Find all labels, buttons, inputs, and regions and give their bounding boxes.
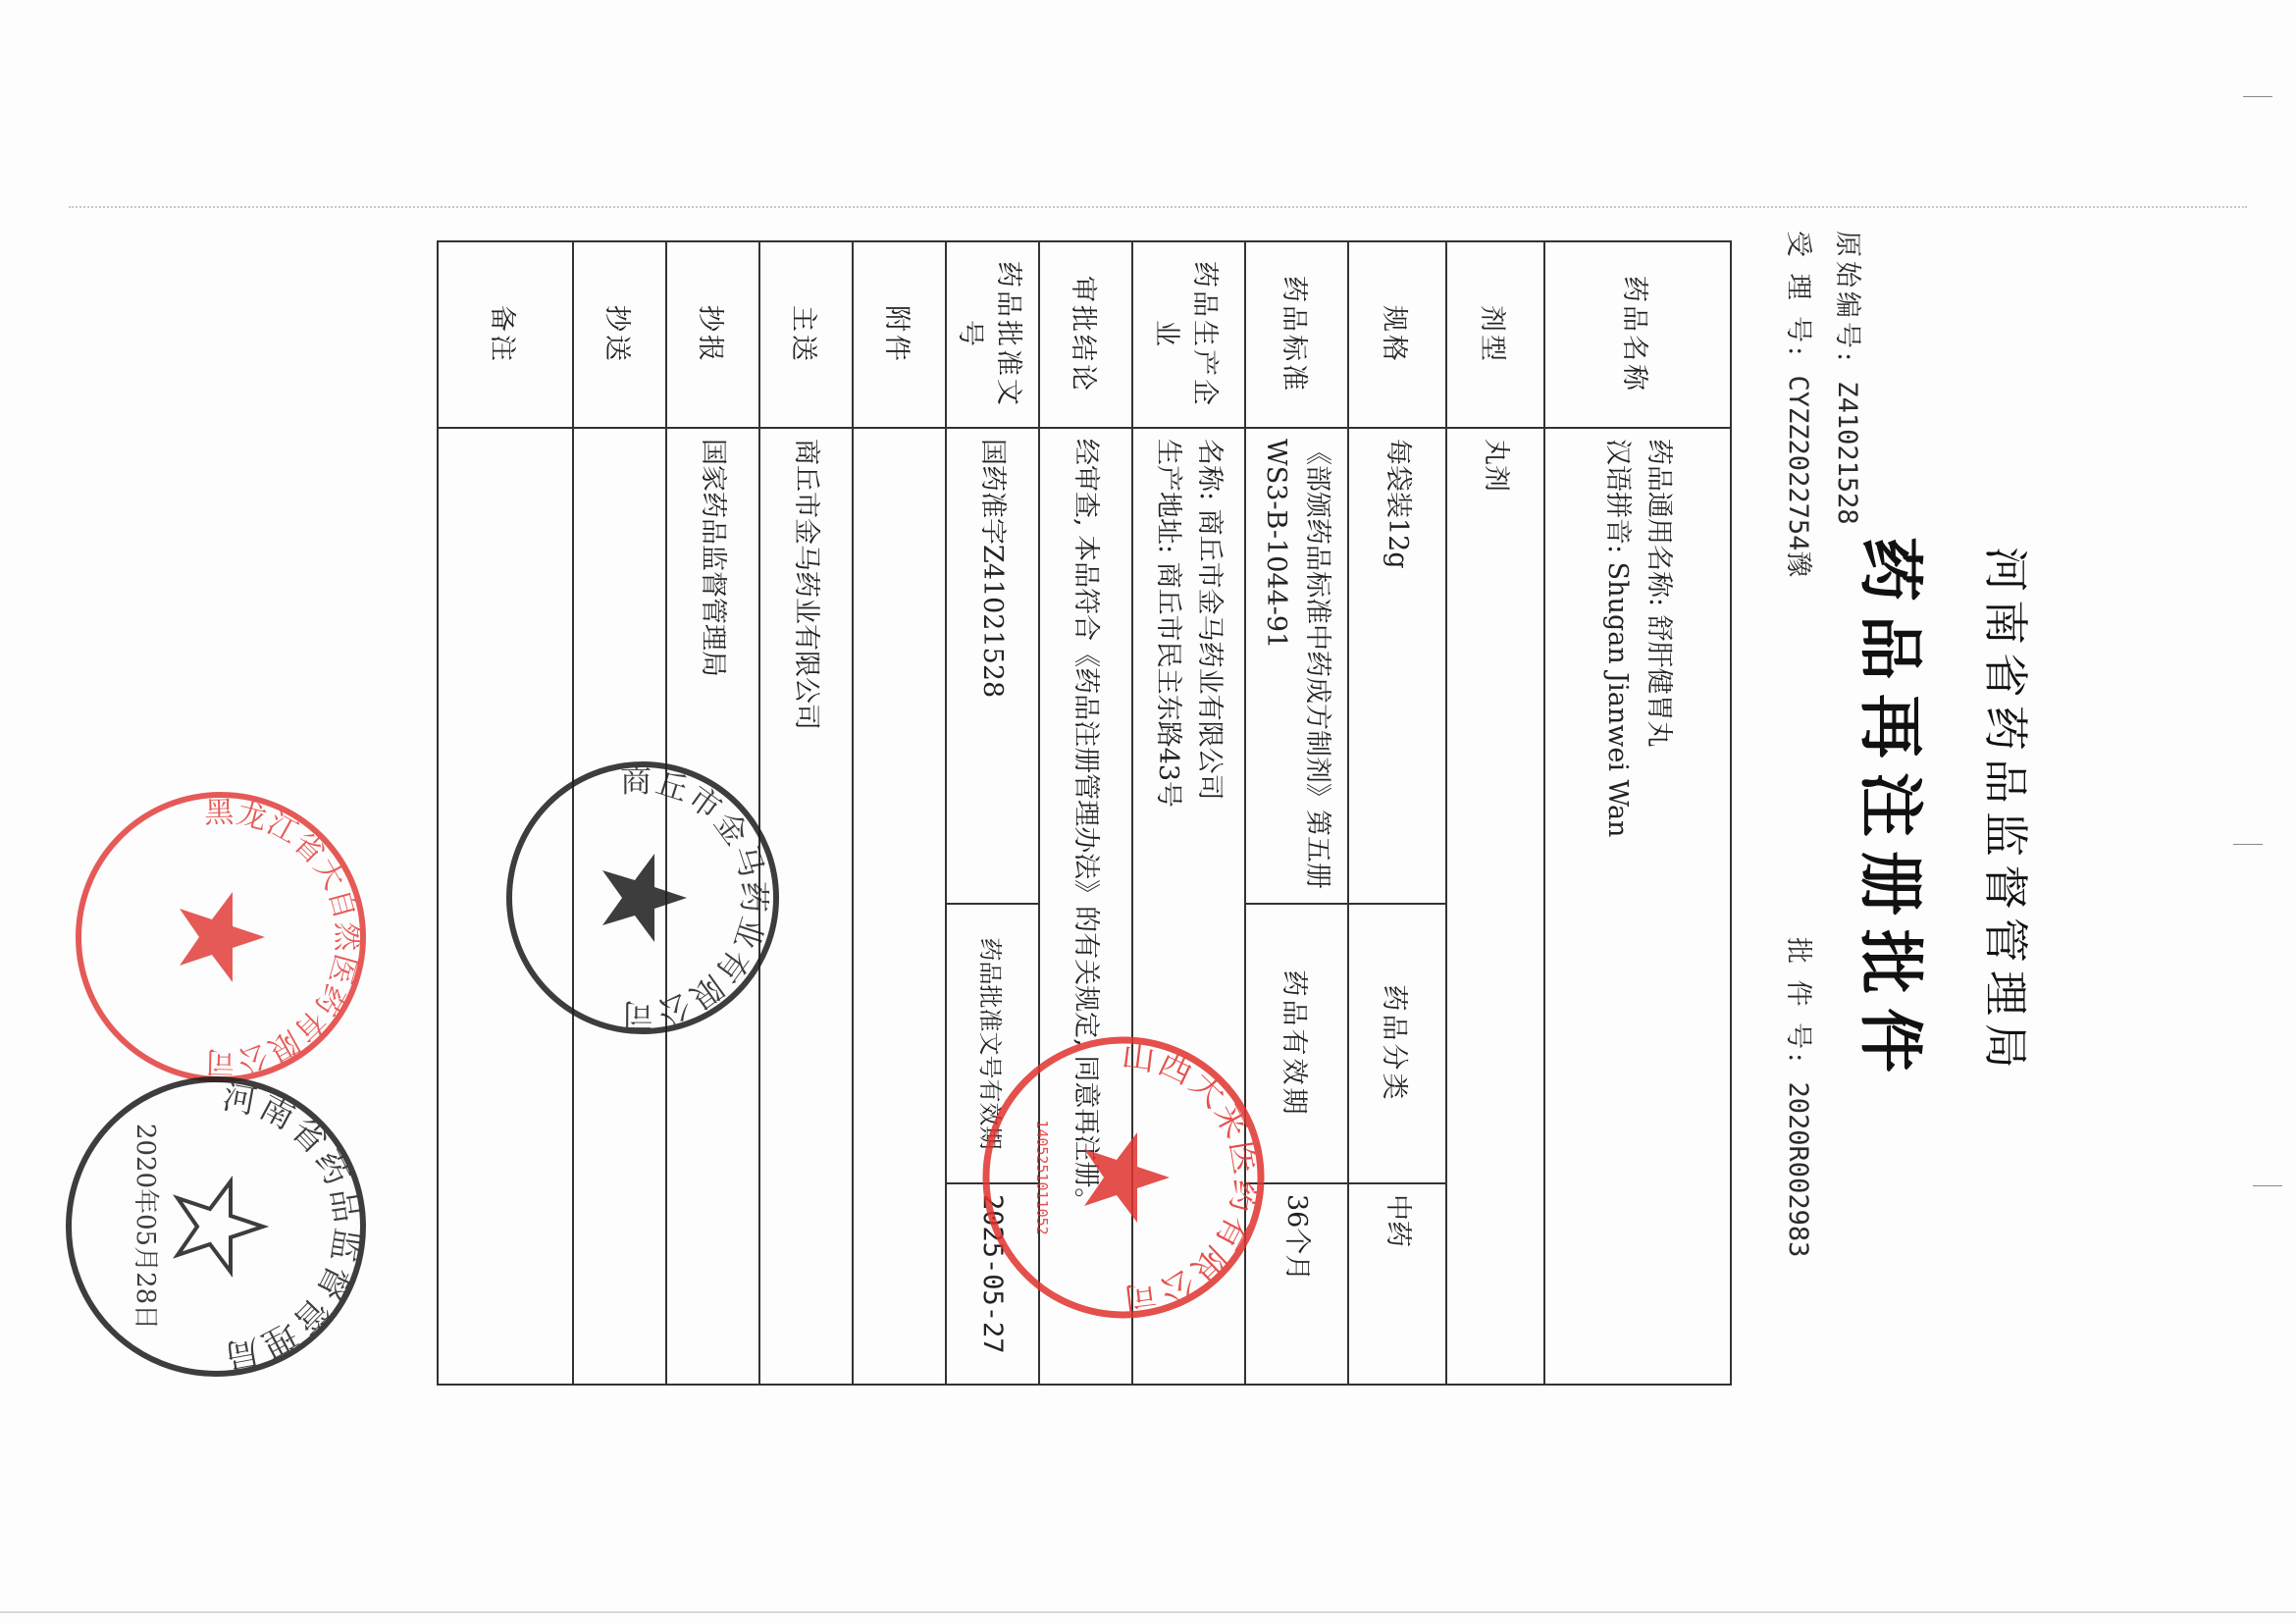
- seal-code-shanxi: 1405251011052: [1033, 1120, 1051, 1235]
- conclusion-label: 审批结论: [1039, 241, 1132, 428]
- remarks-label: 备注: [438, 241, 573, 428]
- official-seal-henan: [59, 1070, 373, 1384]
- main-recipient-value: 商丘市金马药业有限公司: [759, 428, 853, 1385]
- table-row: [1348, 241, 1446, 1385]
- original-number-value: Z41021528: [1832, 381, 1862, 525]
- company-seal-shanxi: [976, 1030, 1271, 1325]
- seal-date: 2020年05月28日: [130, 1123, 160, 1331]
- main-recipient-label: 主送: [759, 241, 853, 428]
- original-number: [1831, 231, 1869, 525]
- manufacturer-address: 生产地址: 商丘市民主东路43号: [1153, 439, 1184, 809]
- approval-document-number-label: 批 件 号:: [1783, 937, 1813, 1067]
- seal-text-jinma: 商丘市金马药业有限公司: [619, 761, 773, 1034]
- manufacturer-label: 药品生产企业: [1132, 241, 1245, 428]
- acceptance-number-value: CYZZ2022754豫: [1783, 375, 1813, 578]
- pinyin-name: 汉语拼音: Shugan Jianwei Wan: [1602, 439, 1633, 838]
- validity-label: 药品有效期: [1245, 904, 1348, 1183]
- standard-value: 《部颁药品标准中药成方制剂》第五册WS3-B-1044-91: [1245, 428, 1348, 904]
- report-to-value: 国家药品监督管理局: [666, 428, 759, 1385]
- category-label: 药品分类: [1348, 904, 1446, 1183]
- spec-value: 每袋装12g: [1348, 428, 1446, 904]
- svg-text:河南省药品监督管理局: [220, 1077, 367, 1376]
- acceptance-number-label: 受 理 号:: [1783, 231, 1813, 360]
- report-to-label: 抄报: [666, 241, 759, 428]
- original-number-label: 原始编号:: [1832, 231, 1862, 366]
- company-seal-jinma: [500, 756, 785, 1040]
- seal-text-shanxi: 山西大来医药有限公司: [1119, 1035, 1267, 1320]
- dosage-form-label: 剂型: [1446, 241, 1544, 428]
- table-row: [1446, 241, 1544, 1385]
- approval-validity-label: 药品批准文号有效期: [946, 904, 1039, 1183]
- validity-value: 36个月: [1245, 1183, 1348, 1385]
- drug-name-cell: [1544, 428, 1731, 1385]
- approval-number-value: 国药准字Z41021528: [946, 428, 1039, 904]
- seal-text-henan: 河南省药品监督管理局: [219, 1077, 367, 1376]
- attachment-value: [853, 428, 946, 1385]
- manufacturer-name: 名称: 商丘市金马药业有限公司: [1194, 439, 1226, 801]
- agency-name: 河南省药品监督管理局: [1979, 547, 2032, 1076]
- category-value: 中药: [1348, 1183, 1446, 1385]
- conclusion-value: 经审查, 本品符合《药品注册管理办法》的有关规定, 同意再注册。: [1039, 428, 1132, 1385]
- table-row: [853, 241, 946, 1385]
- company-seal-heilongjiang: [69, 785, 373, 1089]
- approval-document-number-value: 2020R002983: [1783, 1081, 1813, 1258]
- approval-document-number: [1782, 937, 1820, 1257]
- standard-label: 药品标准: [1245, 241, 1348, 428]
- acceptance-number: [1782, 231, 1820, 577]
- approval-number-label: 药品批准文号: [946, 241, 1039, 428]
- approval-validity-value: 2025-05-27: [946, 1183, 1039, 1385]
- document-title: 药品再注册批件: [1852, 537, 1929, 1086]
- cc-label: 抄送: [573, 241, 666, 428]
- attachment-label: 附件: [853, 241, 946, 428]
- seal-text-heilongjiang: 黑龙江省大自然医药有限公司: [204, 795, 364, 1079]
- common-name: 药品通用名称: 舒肝健胃丸: [1644, 439, 1674, 748]
- table-row: [1544, 241, 1731, 1385]
- dosage-form-value: 丸剂: [1446, 428, 1544, 1385]
- drug-name-label: 药品名称: [1544, 241, 1731, 428]
- spec-label: 规格: [1348, 241, 1446, 428]
